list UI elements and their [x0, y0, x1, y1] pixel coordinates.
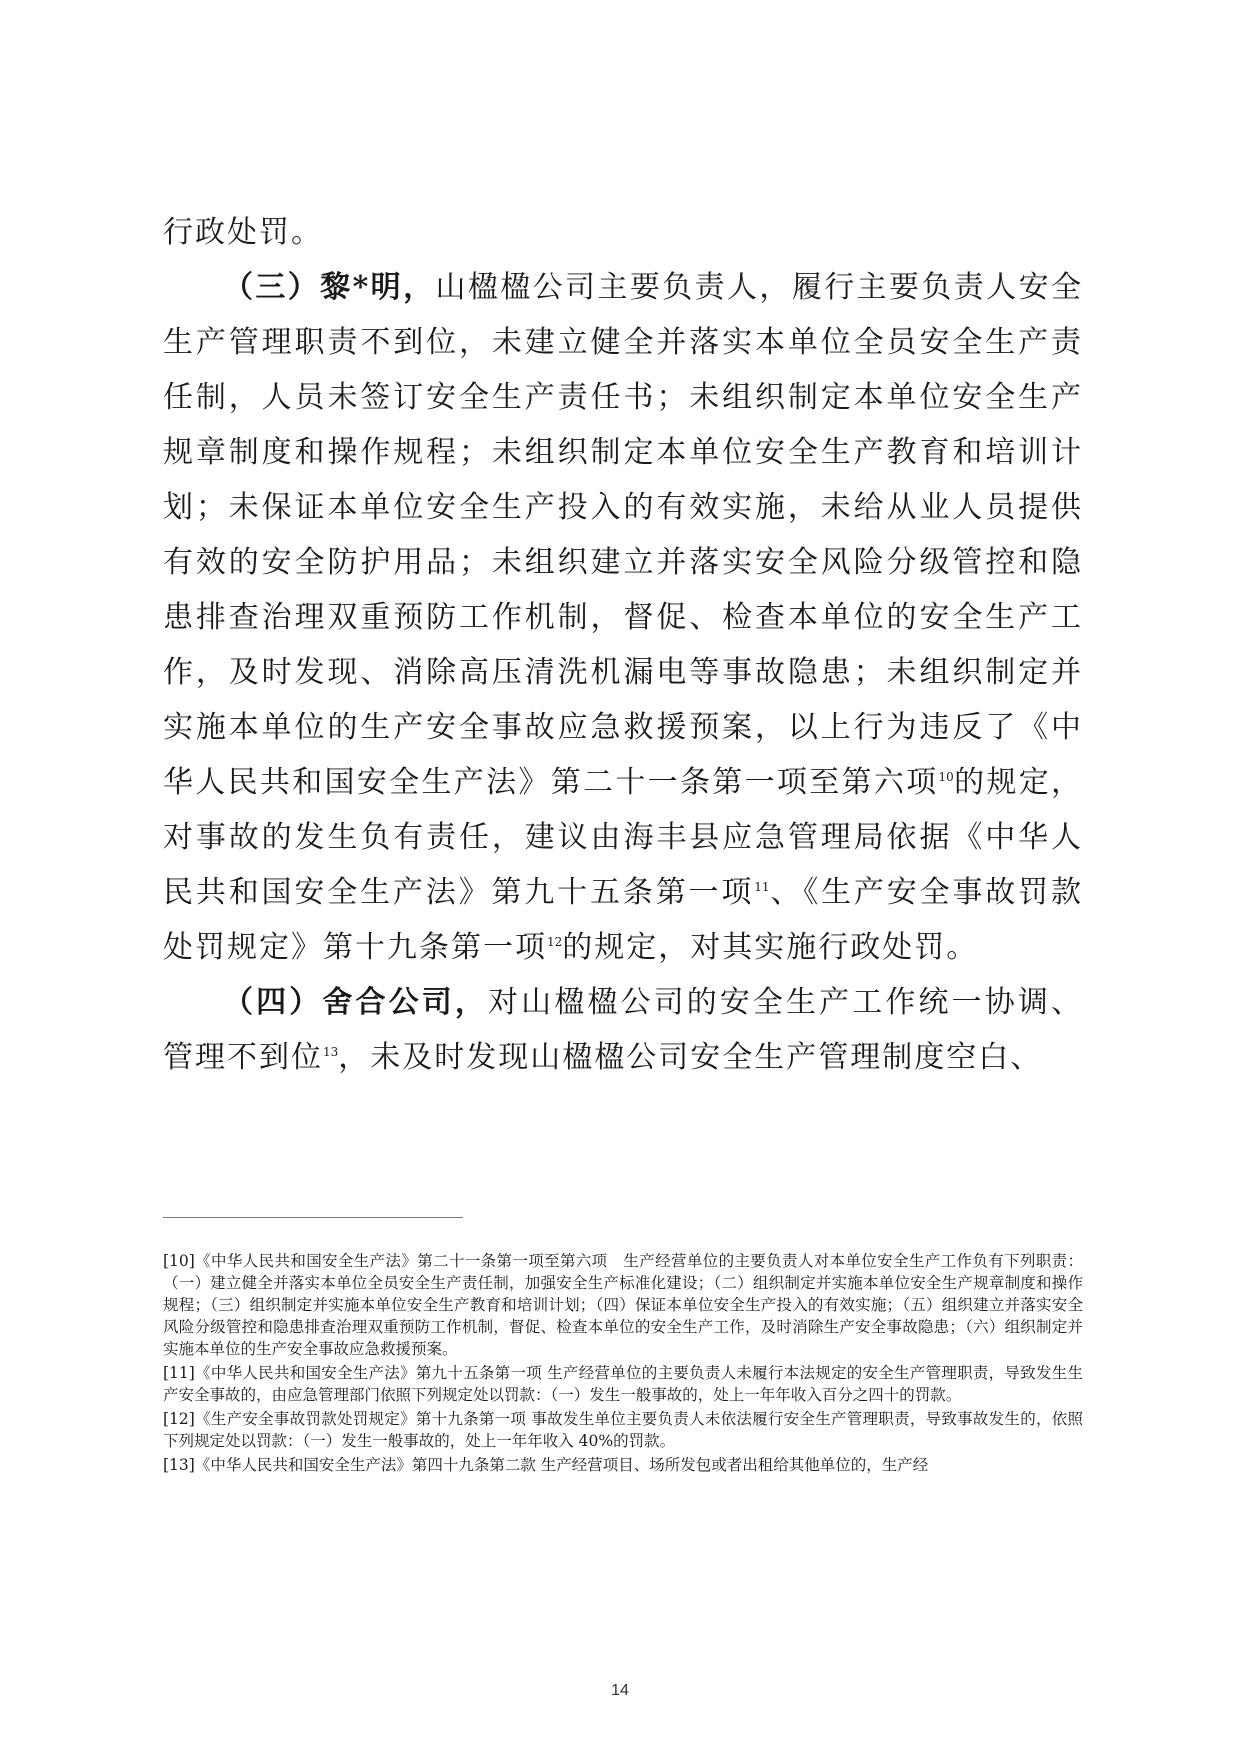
- section-heading-4: （四）舍合公司，: [223, 985, 488, 1020]
- footnote-11: [11]《中华人民共和国安全生产法》第九十五条第一项 生产经营单位的主要负责人未履行本法规定的安全生产管理职责，导致发生生产安全事故的，由应急管理部门依照下列规定处以罚款：（一）发生一般事故的，处上一年年收入百分之四十的罚款。: [163, 1364, 1083, 1404]
- paragraph-2: [163, 975, 1083, 1085]
- paragraph-continued: [163, 205, 1083, 260]
- footnote-ref-10[interactable]: 10: [938, 770, 954, 784]
- paragraph-1-text-b: 的规定，对事故的发生负有责任，建议由海丰县应急管理局依据《中华人民共和国安全生产法》第九十五条第一项: [163, 765, 1084, 910]
- paragraph-2-text-b: ，未及时发现山楹楹公司安全生产管理制度空白、: [338, 1040, 1043, 1075]
- footnote-10: [10]《中华人民共和国安全生产法》第二十一条第一项至第六项 生产经营单位的主要负责人对本单位安全生产工作负有下列职责：（一）建立健全并落实本单位全员安全生产责任制，加强安全生产标准化建设；（二）组织制定并实施本单位安全生产规章制度和操作规程；（三）组织制定并实施本单位安全生产教育和培训计划；（四）保证本单位安全生产投入的有效实施；（五）组织建立并落实安全风险分级管控和隐患排查治理双重预防工作机制，督促、检查本单位的安全生产工作，及时消除生产安全事故隐患；（六）组织制定并实施本单位的生产安全事故应急救援预案。: [163, 1252, 1083, 1358]
- footnote-divider: [163, 1217, 463, 1218]
- footnotes: [163, 1250, 1083, 1478]
- paragraph-0: 行政处罚。: [163, 215, 323, 250]
- section-heading-3: （三）黎*明，: [223, 270, 436, 305]
- paragraph-1-text-a: 山楹楹公司主要负责人，履行主要负责人安全生产管理职责不到位，未建立健全并落实本单位全员安全生产责任制，人员未签订安全生产责任书；未组织制定本单位安全生产规章制度和操作规程；未组织制定本单位安全生产教育和培训计划；未保证本单位安全生产投入的有效实施，未给从业人员提供有效的安全防护用品；未组织建立并落实安全风险分级管控和隐患排查治理双重预防工作机制，督促、检查本单位的安全生产工作，及时发现、消除高压清洗机漏电等事故隐患；未组织制定并实施本单位的生产安全事故应急救援预案，以上行为违反了《中华人民共和国安全生产法》第二十一条第一项至第六项: [163, 270, 1083, 800]
- footnote-ref-11[interactable]: 11: [754, 880, 770, 894]
- footnote-ref-13[interactable]: 13: [323, 1045, 339, 1059]
- paragraph-1-text-d: 的规定，对其实施行政处罚。: [562, 930, 979, 965]
- footnote-12: [12]《生产安全事故罚款处罚规定》第十九条第一项 事故发生单位主要负责人未依法履行安全生产管理职责，导致事故发生的，依照下列规定处以罚款：（一）发生一般事故的，处上一年年收入 40%的罚款。: [163, 1410, 1083, 1450]
- paragraph-1-text-c: 、《生产安全事故罚款处罚规定》第十九条第一项: [163, 875, 1084, 965]
- paragraph-1: [163, 260, 1083, 975]
- paragraph-section-3: [163, 260, 1083, 1085]
- paragraph-2-text-a: 对山楹楹公司的安全生产工作统一协调、管理不到位: [163, 985, 1084, 1075]
- footnote-ref-12[interactable]: 12: [547, 935, 563, 949]
- footnote-13: [13]《中华人民共和国安全生产法》第四十九条第二款 生产经营项目、场所发包或者出租给其他单位的，生产经: [163, 1456, 929, 1474]
- page-number: 14: [611, 1682, 629, 1699]
